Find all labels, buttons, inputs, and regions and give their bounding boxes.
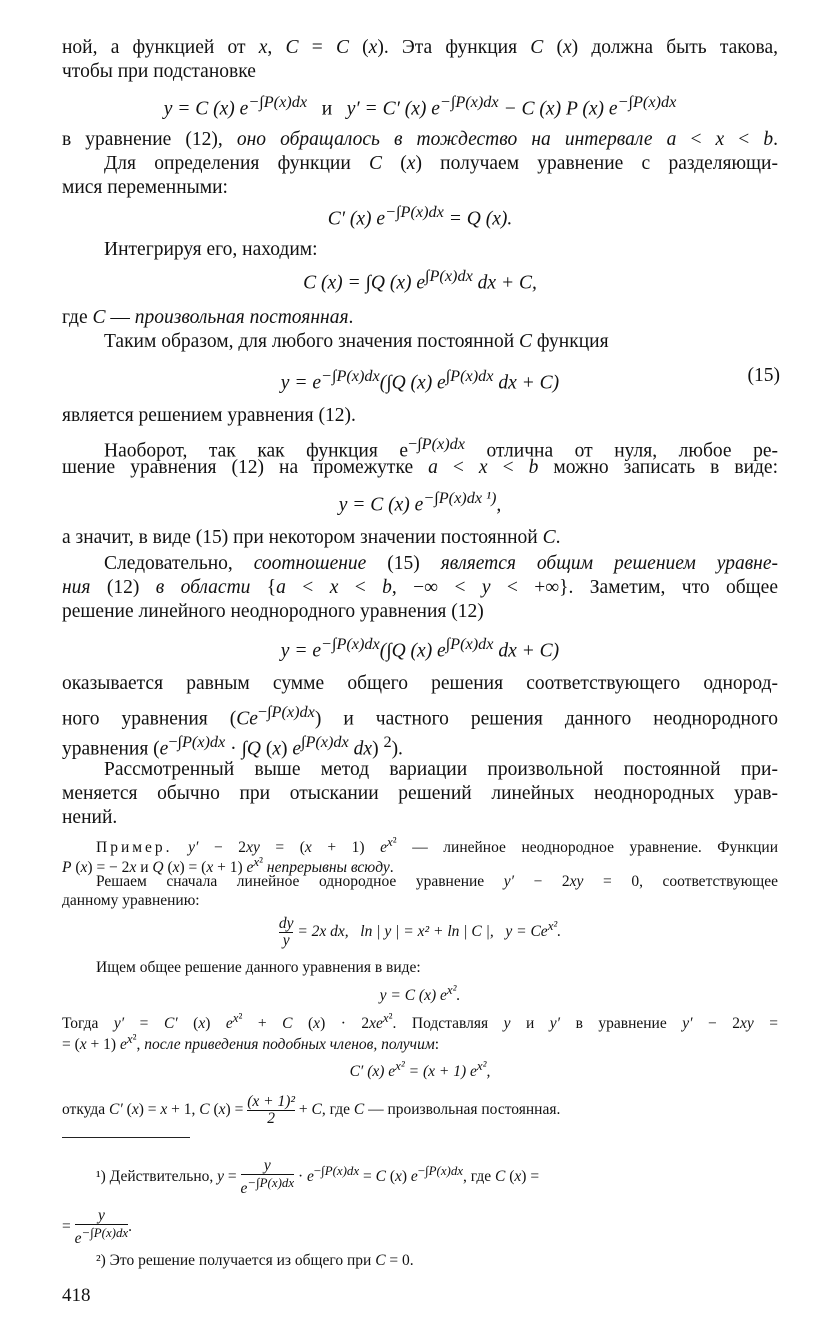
text-line: Рассмотренный выше метод вариации произвольной постоянной при-	[104, 759, 778, 780]
formula: y = C (x) $e^{-\int P(x)dx ^1)}$,	[338, 489, 502, 516]
text-line: ния (12) в области {a < x < b, −∞ < y < +∞}. Заметим, что общее	[62, 577, 778, 598]
text-line: уравнения ($e^{-\int P(x)dx} \cdot \int Q$ (x) $e^{\int P(x)dx}$ dx) $^2$).	[62, 733, 403, 760]
text-line: нений.	[62, 807, 118, 828]
text-line: ного уравнения $(Ce^{-\int P(x)dx})$ и частного решения данного неоднородного	[62, 703, 778, 730]
text-line: Следовательно, соотношение (15) является общим решением уравне-	[104, 553, 778, 574]
example-formula: $\frac{dy}{y}$ = 2x dx, ln | y | = x² + ln | C |, $y = Ce^{x^2}$.	[278, 915, 562, 950]
text-line: мися переменными:	[62, 177, 228, 198]
formula: $y = e^{-\int P(x)dx}(\int Q$ (x) $e^{\int P(x)dx}$ dx + C)	[280, 635, 560, 662]
text-line: в уравнение (12), оно обращалось в тождество на интервале a < x < b.	[62, 129, 779, 150]
text-line: Таким образом, для любого значения постоянной C функция	[104, 331, 609, 352]
example-formula: y = C (x) $e^{x^2}$.	[379, 982, 461, 1005]
formula: C′ (x) $e^{-\int P(x)dx} = Q$ (x).	[327, 203, 513, 230]
example-line: откуда C′ (x) = x + 1, C (x) = $\frac{\text{(x + 1)²}}{2}$ + C, где C — произвольная постоянная.	[62, 1093, 561, 1127]
text-line: ной, а функцией от x, C = C (x). Эта функция C (x) должна быть такова,	[62, 37, 779, 58]
formula: $y = e^{-\int P(x)dx}(\int Q$ (x) $e^{\int P(x)dx}$ dx + C)	[280, 367, 560, 394]
example-line: Решаем сначала линейное однородное уравнение y′ − 2xy = 0, соответствующее	[96, 873, 778, 890]
text-line: Наоборот, так как функция $e^{-\int P(x)dx}$ отлична от нуля, любое ре-	[104, 435, 778, 462]
text-line: чтобы при подстановке	[62, 61, 256, 82]
footnote-2: ²) Это решение получается из общего при C = 0.	[96, 1252, 414, 1269]
formula: C (x) = ∫Q (x) $e^{\int P(x)dx}$ dx + C,	[303, 267, 537, 294]
example-line: = (x + 1) $e^{x^2}$, после приведения подобных членов, получим:	[62, 1031, 440, 1054]
text-line: меняется обычно при отыскании решений линейных неоднородных урав-	[62, 783, 778, 804]
example-line: данному уравнению:	[62, 892, 200, 909]
text-line: Для определения функции C (x) получаем уравнение с разделяющи-	[104, 153, 778, 174]
example-line: P (x) = − 2x и Q (x) = (x + 1) $e^{x^2}$ непрерывны всюду.	[62, 854, 394, 877]
example-formula: C′ (x) $e^{x^2} = (x + 1)$ $e^{x^2}$,	[349, 1058, 491, 1081]
example-line: Пример. y′ − 2xy = (x + 1) $e^{x^2}$ — линейное неоднородное уравнение. Функции	[96, 834, 779, 857]
formula: y = C (x) $e^{-\int P(x)dx}$ и y′ = C′ (x) $e^{-\int P(x)dx} - C$ (x) P (x) $e^{-\int P(x)dx}$	[163, 93, 677, 120]
footnote-1: ¹) Действительно, y = $\frac{y}{e^{-\int P(x)dx}}$ · $e^{-\int P(x)dx} = C$ (x) $e^{-\int P(x)dx}$, где C (x) =	[96, 1157, 540, 1198]
text-line: Интегрируя его, находим:	[104, 239, 318, 260]
text-line: шение уравнения (12) на промежутке a < x < b можно записать в виде:	[62, 457, 778, 478]
text-line: а значит, в виде (15) при некотором значении постоянной C.	[62, 527, 561, 548]
text-line: оказывается равным сумме общего решения соответствующего однород-	[62, 673, 778, 694]
text-line: является решением уравнения (12).	[62, 405, 356, 426]
footnote-rule	[62, 1137, 190, 1138]
text-line: где C — произвольная постоянная.	[62, 307, 354, 328]
footnote-1-cont: = $\frac{y}{e^{-\int P(x)dx}}$ .	[62, 1207, 133, 1248]
example-line: Тогда y′ = C′ (x) $e^{x^2} + C$ $(x) \cdot 2xe^{x^2}$. Подставляя y и y′ в уравнение y′ − 2xy =	[62, 1010, 779, 1033]
text-line: решение линейного неоднородного уравнения (12)	[62, 601, 484, 622]
example-line: Ищем общее решение данного уравнения в виде:	[96, 959, 421, 976]
page-number: 418	[62, 1285, 91, 1306]
equation-number: (15)	[747, 365, 780, 386]
